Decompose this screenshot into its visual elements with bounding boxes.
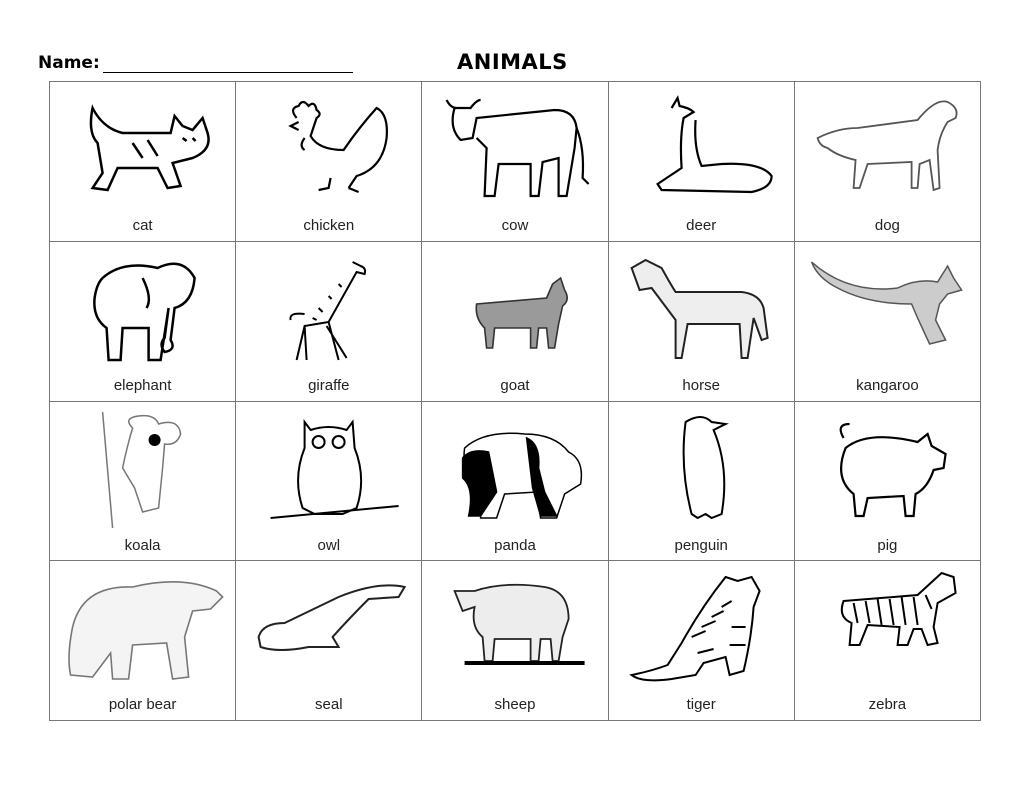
animal-label: sheep [494, 696, 536, 714]
animal-card [50, 82, 236, 242]
cow-icon [430, 88, 599, 216]
zebra-icon [803, 567, 972, 695]
animal-label: koala [124, 536, 161, 554]
animal-label: chicken [303, 217, 355, 234]
seal-icon [244, 567, 413, 695]
animal-grid [49, 81, 981, 721]
animal-label: penguin [674, 536, 728, 554]
name-label: Name: [38, 53, 100, 73]
penguin-icon [617, 408, 786, 536]
goat-icon [430, 248, 599, 376]
animal-card [50, 242, 236, 402]
animal-card [795, 402, 981, 562]
panda-icon [430, 408, 599, 536]
animal-card [236, 242, 422, 402]
name-line [103, 72, 353, 73]
sheep-icon [430, 567, 599, 695]
elephant-icon [58, 248, 227, 376]
animal-label: zebra [868, 696, 907, 714]
animal-card [422, 242, 608, 402]
animal-label: horse [682, 376, 720, 394]
animal-card [795, 82, 981, 242]
koala-icon [58, 408, 227, 536]
animal-label: cow [501, 217, 529, 234]
animal-label: seal [315, 696, 343, 714]
animal-card [422, 561, 608, 721]
pig-icon [803, 408, 972, 536]
animal-card [50, 402, 236, 562]
animal-label: cat [132, 217, 153, 234]
animal-card [609, 402, 795, 562]
deer-icon [617, 88, 786, 216]
animal-label: elephant [113, 376, 172, 394]
animal-label: deer [686, 217, 717, 234]
animal-label: giraffe [308, 376, 350, 394]
animal-label: kangaroo [856, 376, 919, 394]
page-title: ANIMALS [457, 50, 568, 74]
animal-label: pig [877, 536, 898, 554]
tiger-icon [617, 567, 786, 695]
horse-icon [617, 248, 786, 376]
animal-card [236, 402, 422, 562]
animal-card [422, 82, 608, 242]
animal-card [795, 242, 981, 402]
chicken-icon [244, 88, 413, 216]
kangaroo-icon [803, 248, 972, 376]
animal-card [236, 561, 422, 721]
owl-icon [244, 408, 413, 536]
giraffe-icon [244, 248, 413, 376]
animal-label: polar bear [108, 696, 177, 714]
animal-card [50, 561, 236, 721]
polar-bear-icon [58, 567, 227, 695]
animal-label: panda [494, 536, 536, 554]
animal-card [609, 242, 795, 402]
dog-icon [803, 88, 972, 216]
animal-label: dog [874, 217, 900, 234]
animal-label: owl [317, 536, 341, 554]
animal-label: tiger [686, 696, 716, 714]
animal-label: goat [500, 376, 530, 394]
animal-card [795, 561, 981, 721]
animal-card [609, 561, 795, 721]
animal-card [609, 82, 795, 242]
animal-card [236, 82, 422, 242]
cat-icon [58, 88, 227, 216]
animal-card [422, 402, 608, 562]
